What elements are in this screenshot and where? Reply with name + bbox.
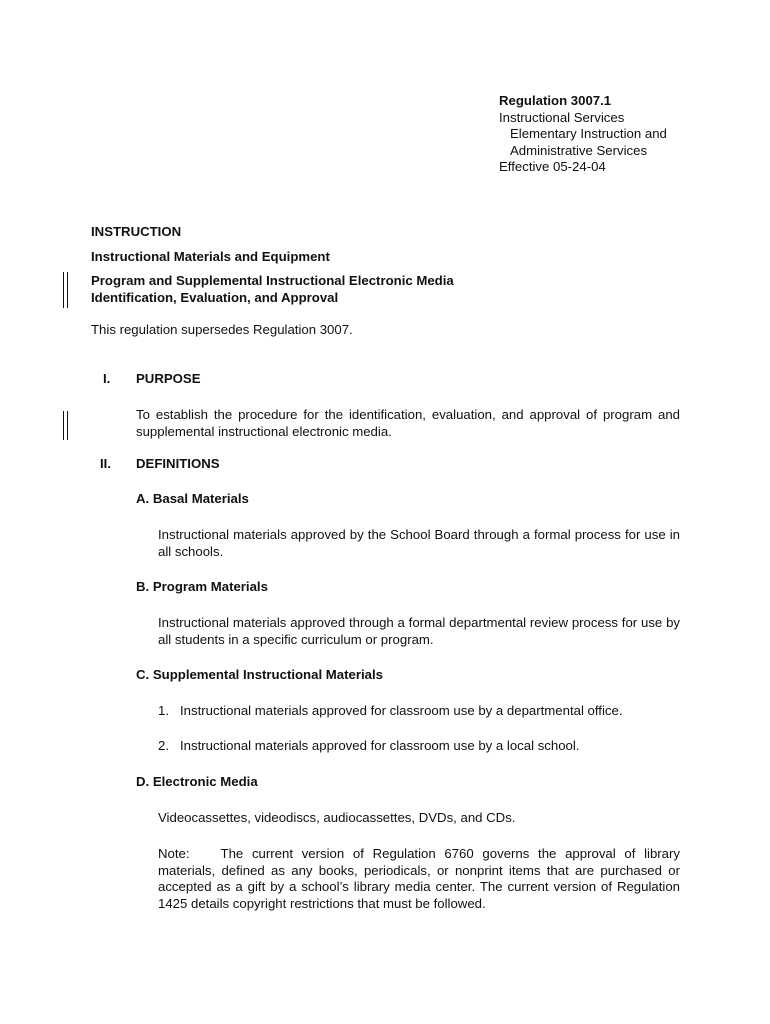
list-item-text: Instructional materials approved for classroom use by a departmental office. (180, 703, 623, 718)
list-item (158, 703, 680, 720)
list-item (158, 738, 680, 755)
section-numeral-purpose: I. (103, 371, 111, 386)
effective-date: Effective 05-24-04 (499, 159, 606, 174)
services-line: Instructional Services (499, 109, 625, 125)
regulation-header (499, 93, 739, 176)
main-title: INSTRUCTION (91, 224, 182, 239)
sub-title: Instructional Materials and Equipment (91, 249, 330, 264)
revision-bar (63, 272, 68, 308)
section-heading-definitions: DEFINITIONS (136, 456, 220, 471)
list-item-number: 1. (158, 703, 169, 718)
department-line-1: Elementary Instruction and (510, 126, 667, 141)
section-heading-purpose: PURPOSE (136, 371, 201, 386)
topic-title-line-2: Identification, Evaluation, and Approval (91, 290, 339, 305)
note-paragraph (158, 846, 680, 912)
list-item-number: 2. (158, 738, 169, 753)
revision-bar (63, 411, 68, 440)
definition-heading-supplemental: C. Supplemental Instructional Materials (136, 667, 383, 682)
list-item-text: Instructional materials approved for classroom use by a local school. (180, 738, 580, 753)
topic-title-line-1: Program and Supplemental Instructional Electronic Media (91, 273, 454, 288)
department-line-2: Administrative Services (510, 142, 648, 158)
purpose-text: To establish the procedure for the identification, evaluation, and approval of program and supplemental instructional electronic media. (136, 407, 680, 439)
definition-text-program: Instructional materials approved through a formal departmental review process for use by all students in a specific curriculum or program. (158, 615, 680, 647)
definition-heading-electronic-media: D. Electronic Media (136, 774, 258, 789)
definition-heading-program: B. Program Materials (136, 579, 268, 594)
section-numeral-definitions: II. (100, 456, 111, 471)
note-text: The current version of Regulation 6760 governs the approval of library materials, defined as any books, periodicals, or nonprint items that are purchased or accepted as a gift by a school’s library media center. The current version of Regulation 1425 details copyright restrictions that must be followed. (158, 846, 680, 911)
supersedes-statement: This regulation supersedes Regulation 3007. (91, 322, 353, 337)
definition-text-electronic-media: Videocassettes, videodiscs, audiocassettes, DVDs, and CDs. (158, 810, 516, 825)
definition-text-basal: Instructional materials approved by the School Board through a formal process for use in all schools. (158, 527, 680, 559)
definition-heading-basal: A. Basal Materials (136, 491, 249, 506)
note-label: Note: (158, 846, 190, 861)
regulation-number: Regulation 3007.1 (499, 93, 612, 108)
